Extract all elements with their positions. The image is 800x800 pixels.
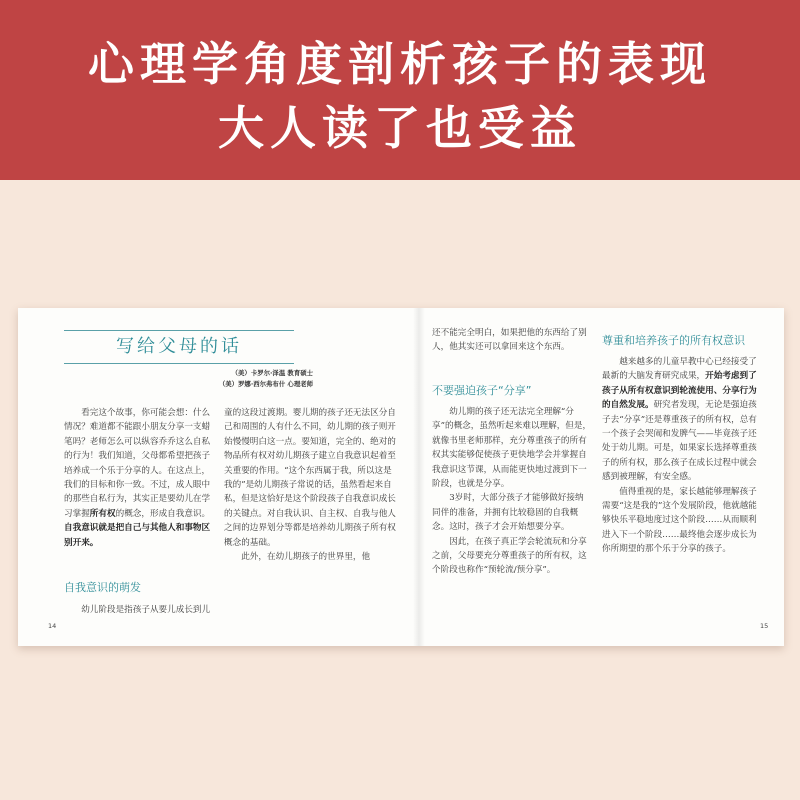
section-heading: 自我意识的萌发 — [64, 581, 141, 594]
page-number: 14 — [48, 622, 57, 630]
section-heading: 不要强迫孩子“分享” — [432, 384, 532, 397]
banner-subheadline: 大人读了也受益 — [218, 101, 582, 155]
bold-text: 自我意识就是把自己与其他人和事物区别开来。 — [64, 523, 211, 548]
paragraph: 幼儿阶段是指孩子从要儿成长到儿 — [81, 605, 211, 615]
paragraph — [602, 355, 762, 485]
right-column-1 — [432, 405, 592, 578]
left-page — [18, 308, 418, 646]
author-2: （美）罗娜·西尔弗布什 心理老师 — [218, 380, 313, 388]
promo-banner — [0, 0, 800, 180]
paragraph: 因此，在孩子真正学会轮流玩和分享之前，父母要充分尊重孩子的所有权，这个阶段也称作“预轮流/预分享”。 — [432, 536, 587, 576]
paragraph: 还不能完全明白，如果把他的东西给了别人，他其实还可以拿回来这个东西。 — [432, 328, 587, 353]
paragraph-text: 看完这个故事，你可能会想：什么情况？难道都不能跟小朋友分享一支蜡笔吗？老师怎么可以纵容乔乔这么自私的行为！我们知道，父母都希望把孩子培养成一个乐于分享的人。在这点上，我们的目标和你一致。不过，成人眼中的那些自私行为，其实正是要幼儿在学习掌握 — [64, 408, 211, 519]
paragraph — [64, 406, 216, 550]
bold-text: 所有权 — [89, 508, 116, 519]
author-1: （美）卡罗尔·泽温 教育硕士 — [231, 369, 313, 377]
paragraph-text: 的概念，形成自我意识。 — [115, 508, 211, 519]
right-page — [418, 308, 784, 646]
chapter-title: 写给父母的话 — [64, 330, 294, 364]
left-column-1-tail — [64, 603, 216, 617]
right-column-2 — [602, 355, 762, 557]
right-column-1-top — [432, 326, 592, 355]
section-heading: 尊重和培养孩子的所有权意识 — [602, 334, 745, 347]
paragraph: 此外，在幼儿期孩子的世界里，他 — [241, 552, 371, 563]
page-number: 15 — [760, 622, 769, 630]
paragraph-text: 研究者发现，无论是强迫孩子去“分享”还是尊重孩子的所有权，总有一个孩子会哭闹和发脾气——毕竟孩子还处于幼儿期。可是，如果家长选择尊重孩子的所有权，那么孩子在成长过程中就会感到被理解，有安全感。 — [602, 400, 757, 483]
left-column-1 — [64, 406, 216, 550]
bold-text: 开始考虑到了孩子从所有权意识到轮流使用、分享行为的自然发展。 — [602, 371, 757, 411]
left-column-2 — [224, 406, 396, 564]
paragraph: 3岁时，大部分孩子才能够做好接纳同伴的准备，并拥有比较稳固的自我概念。这时，孩子才会开始想要分享。 — [432, 493, 584, 533]
banner-headline: 心理学角度剖析孩子的表现 — [88, 37, 712, 91]
paragraph: 幼儿期的孩子还无法完全理解“分享”的概念，虽然听起来难以理解，但是，就像书里老师那样，充分尊重孩子的所有权其实能够促使孩子更快地学会并掌握自我意识这节课，从而能更快地过渡到下一阶段，也就是分享。 — [432, 407, 592, 490]
paragraph-text: 越来越多的儿童早教中心已经接受了最新的大脑发育研究成果， — [602, 357, 757, 382]
paragraph: 童的这段过渡期。婴儿期的孩子还无法区分自己和周围的人有什么不同，幼儿期的孩子则开始慢慢明白这一点。要知道，完全的、绝对的物品所有权对幼儿期孩子建立自我意识起着至关重要的作用。“这个东西属于我，所以这是我的”是幼儿期孩子常说的话，虽然看起来自私，但是这恰好是这个阶段孩子自我意识成长的关键点。对自我认识、自主权、自我与他人之间的边界划分等都是培养幼儿期孩子所有权概念的基础。 — [224, 408, 396, 548]
paragraph: 值得重视的是，家长越能够理解孩子需要“这是我的”这个发展阶段，他就越能够快乐平稳地度过这个阶段……从而顺利进入下一个阶段……最终他会逐步成长为你所期望的那个乐于分享的孩子。 — [602, 486, 757, 555]
book-spread — [18, 308, 784, 646]
